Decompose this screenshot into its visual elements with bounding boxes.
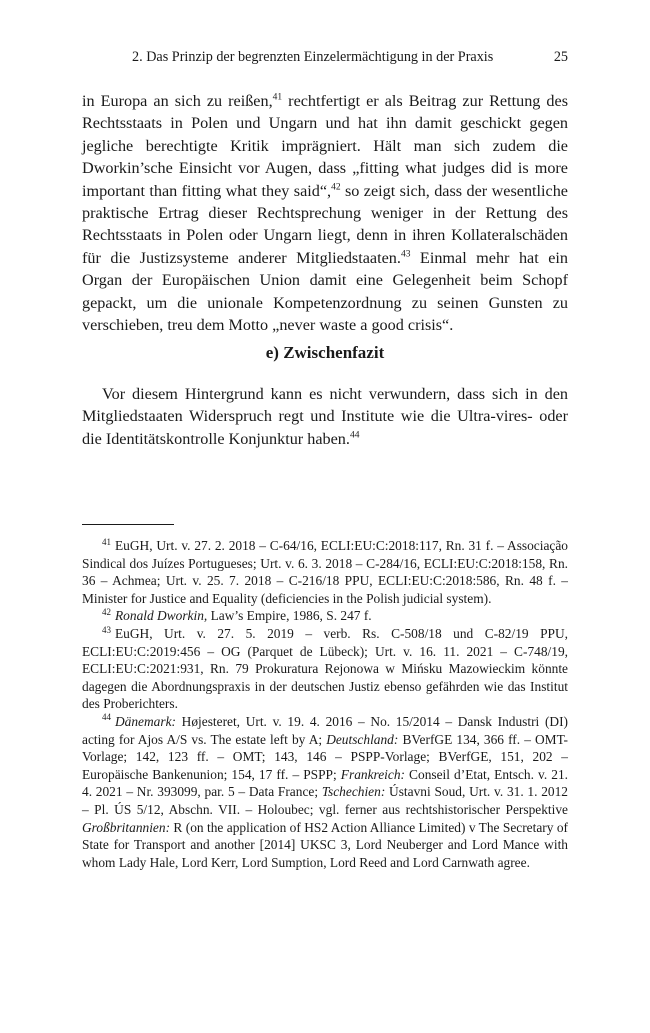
paragraph-2 [82, 383, 568, 450]
paragraph-1-part-3: so zeigt sich, dass der wesentliche praktische Ertrag dieser Rechtsprechung weniger in der Rettung des Rechtsstaats in Polen oder Ungarn liegt, denn in ihren Kollateralschäden für die Justizsysteme anderer Mitgliedstaaten. [82, 181, 568, 267]
footnote-ref-42[interactable]: 42 [331, 182, 341, 193]
main-text-section-e [82, 383, 568, 450]
footnote-ref-43[interactable]: 43 [400, 249, 411, 260]
footnote-43-number: 43 [102, 624, 111, 635]
paragraph-1 [82, 90, 568, 336]
paragraph-1-part-4: Einmal mehr hat ein Organ der Europäischen Union damit eine Gelegenheit beim Schopf gepackt, um die unionale Kompetenzordnung zu seinen Gunsten zu verschieben, treu dem Motto „never waste a good crisis“. [82, 248, 568, 335]
footnote-44-number: 44 [102, 712, 111, 723]
footnote-44-country-germany: Deutschland: [326, 731, 399, 747]
footnote-ref-41[interactable]: 41 [272, 92, 283, 103]
footnote-44-country-uk: Großbritannien: [82, 819, 171, 835]
footnote-44-country-denmark: Dänemark: [115, 713, 176, 729]
footnote-44-text-5: R (on the application of HS2 Action Alliance Limited) v The Secretary of State for Transport and another [2014] UKSC 3, Lord Neuberger and Lord Mance with whom Lady Hale, Lord Kerr, Lord Sumption, Lord Reed and Lord Carnwath agree. [82, 819, 568, 870]
footnote-44-text-1: Højesteret, Urt. v. 19. 4. 2016 – No. 15/2014 – Dansk Industri (DI) acting for Ajos A/S vs. The estate left by A; [82, 713, 568, 747]
footnote-41-number: 41 [102, 536, 111, 547]
footnote-43 [82, 625, 568, 713]
footnote-41 [82, 537, 568, 607]
footnote-44-text-2: BVerfGE 134, 366 ff. – OMT-Vorlage; 142, 123 ff. – OMT; 143, 146 – PSPP-Vorlage; BVerfGE, 151, 202 – Europäische Bankenunion; 154, 17 ff. – PSPP; [82, 731, 568, 782]
footnote-42-author: Ronald Dworkin, [115, 608, 208, 624]
section-heading: e) Zwischenfazit [265, 343, 385, 362]
footnote-42-number: 42 [102, 606, 111, 617]
main-text-continued [82, 90, 568, 336]
footnote-44-country-czechia: Tschechien: [321, 784, 386, 800]
footnote-separator [82, 524, 174, 525]
footnote-42 [82, 607, 568, 625]
footnote-44-text-3: Conseil d’Etat, Entsch. v. 21. 4. 2021 – Nr. 393099, par. 5 – Data France; [82, 766, 568, 800]
paragraph-1-part-1: in Europa an sich zu reißen, [82, 92, 273, 110]
paragraph-1-part-2: rechtfertigt er als Beitrag zur Rettung des Rechtsstaats in Polen und Ungarn und hat ihn damit geschickt gegen jegliche berechtigte Kritik imprägniert. Hält man sich zudem die Dworkin’sche Einsicht vor Augen, dass „fitting what judges did is more important than fitting what they said“, [82, 92, 568, 200]
footnote-44 [82, 713, 568, 871]
page-number: 25 [553, 49, 568, 65]
footnote-ref-44[interactable]: 44 [349, 430, 360, 441]
footnote-44-text-4: Ústavni Soud, Urt. v. 31. 1. 2012 – Pl. ÚS 5/12, Abschn. VII. – Holoubec; vgl. ferner aus rechtshistorischer Perspektive [82, 784, 569, 817]
footnote-42-text: Law’s Empire, 1986, S. 247 f. [207, 608, 372, 624]
paragraph-2-text: Vor diesem Hintergrund kann es nicht verwundern, dass sich in den Mitgliedstaaten Widerspruch regt und Institute wie die Ultra-vires- oder die Identitätskontrolle Konjunktur haben. [82, 385, 568, 448]
footnote-41-text: EuGH, Urt. v. 27. 2. 2018 – C-64/16, ECLI:EU:C:2018:117, Rn. 31 f. – Associação Sindical dos Juízes Portugueses; Urt. v. 6. 3. 2018 – C-284/16, ECLI:EU:C:2018:158, Rn. 36 – Achmea; Urt. v. 25. 7. 2018 – C-216/18 PPU, ECLI:EU:C:2018:586, Rn. 48 f. – Minister for Justice and Equality (deficiencies in the Polish judicial system). [82, 538, 568, 606]
footnote-43-text: EuGH, Urt. v. 27. 5. 2019 – verb. Rs. C-508/18 und C-82/19 PPU, ECLI:EU:C:2019:456 – OG (Parquet de Lübeck); Urt. v. 16. 11. 2021 – C-748/19, ECLI:EU:C:2021:931, Rn. 79 Prokuratura Rejonowa w Mińsku Mazowieckim könnte dagegen die Abordnungspraxis in der deutschen Justiz ebenso gefährden wie das Institut des Proberichters. [82, 625, 568, 712]
running-head-title: 2. Das Prinzip der begrenzten Einzelermächtigung in der Praxis [132, 49, 494, 65]
footnote-44-country-france: Frankreich: [340, 766, 405, 782]
footnotes [82, 537, 568, 871]
